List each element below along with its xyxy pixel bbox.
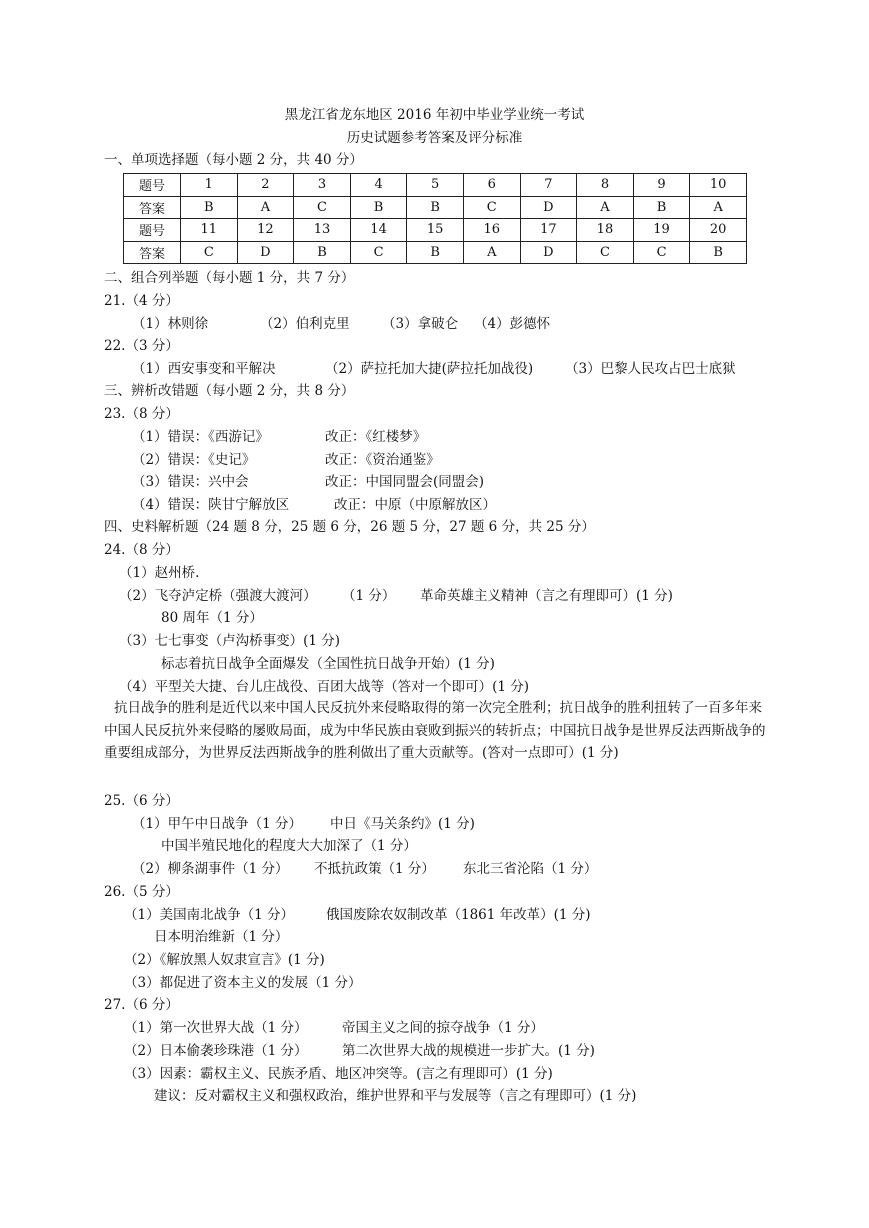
table-cell: 17 [520,219,577,242]
table-cell: 19 [633,219,690,242]
q23-error-4: （4）错误：陕甘宁解放区 [132,497,290,513]
q25-line-3a: （2）柳条湖事件（1 分） [132,861,289,877]
table-cell: 5 [407,174,464,197]
q24-line-2b: （1 分） [342,588,396,604]
q24-paragraph: 抗日战争的胜利是近代以来中国人民反抗外来侵略取得的第一次完全胜利；抗日战争的胜利扭转了一百多年来中国人民反抗外来侵略的屡败局面，成为中华民族由衰败到振兴的转折点；中国抗日战争是世界反法西斯战争的重要组成部分，为世界反法西斯战争的胜利做出了重大贡献等。(答对一点即可）(1 分) [104,700,766,762]
doc-title: 黑龙江省龙东地区 2016 年初中毕业学业统一考试 [284,107,585,123]
table-cell: 答案 [124,196,181,219]
table-cell: C [294,196,351,219]
table-cell: 14 [350,219,407,242]
table-cell: 7 [520,174,577,197]
table-cell: B [690,241,747,264]
q25-line-1a: （1）甲午中日战争（1 分） [132,816,302,832]
table-row [124,219,747,242]
table-row [124,196,747,219]
table-cell: 4 [350,174,407,197]
table-cell: 9 [633,174,690,197]
q21-answer-3: （3）拿破仑 [382,316,459,332]
q26-line-1b: 俄国废除农奴制改革（1861 年改革）(1 分) [326,907,591,923]
table-row [124,241,747,264]
table-cell: B [294,241,351,264]
table-cell: B [181,196,238,219]
q24-heading: 24.（8 分） [104,542,179,558]
table-cell: C [633,241,690,264]
table-cell: A [463,241,520,264]
q27-line-1b: 帝国主义之间的掠夺战争（1 分） [342,1020,544,1036]
table-row [124,174,747,197]
answer-table [123,173,747,264]
section-4-heading: 四、史料解析题（24 题 8 分，25 题 6 分，26 题 5 分，27 题 6 分，共 25 分） [104,519,595,535]
table-cell: 6 [463,174,520,197]
table-cell: 2 [237,174,294,197]
q27-line-4: 建议：反对霸权主义和强权政治，维护世界和平与发展等（言之有理即可）(1 分) [154,1088,637,1104]
q26-line-3: （2）《解放黑人奴隶宣言》(1 分) [124,952,325,968]
table-cell: B [633,196,690,219]
q26-line-1a: （1）美国南北战争（1 分） [124,907,294,923]
table-cell: D [237,241,294,264]
table-cell: 8 [577,174,634,197]
q25-line-2: 中国半殖民地化的程度大大加深了（1 分） [161,838,417,854]
q23-error-1: （1）错误：《西游记》 [132,429,269,445]
q27-line-1a: （1）第一次世界大战（1 分） [124,1020,308,1036]
table-cell: 3 [294,174,351,197]
q26-line-4: （3）都促进了资本主义的发展（1 分） [124,975,362,991]
table-cell: C [181,241,238,264]
table-cell: 答案 [124,241,181,264]
q24-line-3: 80 周年（1 分） [161,610,263,626]
table-cell: 1 [181,174,238,197]
q23-error-3: （3）错误：兴中会 [132,474,249,490]
q24-line-4: （3）七七事变（卢沟桥事变）(1 分) [119,633,341,649]
table-cell: 20 [690,219,747,242]
q22-answer-1: （1）西安事变和平解决 [132,361,276,377]
q22-heading: 22.（3 分） [104,338,179,354]
table-cell: B [350,196,407,219]
table-cell: 18 [577,219,634,242]
q27-line-2b: 第二次世界大战的规模进一步扩大。(1 分) [342,1043,595,1059]
q21-answer-4: （4）彭德怀 [474,316,551,332]
q26-line-2: 日本明治维新（1 分） [154,929,289,945]
q24-line-2a: （2）飞夺泸定桥（强渡大渡河） [119,588,317,604]
table-cell: A [577,196,634,219]
q24-line-6: （4）平型关大捷、台儿庄战役、百团大战等（答对一个即可）(1 分) [119,679,530,695]
section-3-heading: 三、辨析改错题（每小题 2 分，共 8 分） [104,383,355,399]
table-cell: D [520,196,577,219]
q21-answer-2: （2）伯利克里 [260,316,350,332]
q25-line-1b: 中日《马关条约》(1 分) [330,816,475,832]
q21-answer-1: （1）林则徐 [132,316,209,332]
section-2-heading: 二、组合列举题（每小题 1 分，共 7 分） [104,270,355,286]
table-cell: 12 [237,219,294,242]
table-cell: 题号 [124,174,181,197]
q24-line-1: （1）赵州桥. [119,565,200,581]
q22-answer-3: （3）巴黎人民攻占巴士底狱 [565,361,736,377]
q23-heading: 23.（8 分） [104,406,179,422]
doc-subtitle: 历史试题参考答案及评分标准 [346,130,523,146]
table-cell: C [350,241,407,264]
q27-line-2a: （2）日本偷袭珍珠港（1 分） [124,1043,308,1059]
table-cell: B [407,196,464,219]
q25-line-3b: 不抵抗政策（1 分） [314,861,435,877]
table-cell: 题号 [124,219,181,242]
table-cell: A [237,196,294,219]
q27-heading: 27.（6 分） [104,997,179,1013]
q23-fix-3: 改正：中国同盟会(同盟会) [325,474,485,490]
table-cell: 16 [463,219,520,242]
q24-line-5: 标志着抗日战争全面爆发（全国性抗日战争开始）(1 分) [161,656,495,672]
q24-line-2c: 革命英雄主义精神（言之有理即可）(1 分) [420,588,673,604]
q27-line-3: （3）因素：霸权主义、民族矛盾、地区冲突等。(言之有理即可）(1 分) [124,1066,553,1082]
section-1-heading: 一、单项选择题（每小题 2 分，共 40 分） [104,152,363,168]
q23-fix-2: 改正：《资治通鉴》 [325,452,440,468]
q26-heading: 26.（5 分） [104,884,179,900]
table-cell: B [407,241,464,264]
table-cell: 10 [690,174,747,197]
q21-heading: 21.（4 分） [104,293,179,309]
table-cell: C [463,196,520,219]
q23-error-2: （2）错误：《史记》 [132,452,256,468]
q25-line-3c: 东北三省沦陷（1 分） [463,861,598,877]
q23-fix-4: 改正：中原（中原解放区） [334,497,496,513]
table-cell: D [520,241,577,264]
q25-heading: 25.（6 分） [104,793,179,809]
table-cell: 11 [181,219,238,242]
q22-answer-2: （2）萨拉托加大捷(萨拉托加战役) [325,361,534,377]
table-cell: 13 [294,219,351,242]
q23-fix-1: 改正：《红楼梦》 [325,429,427,445]
table-cell: A [690,196,747,219]
table-cell: C [577,241,634,264]
table-cell: 15 [407,219,464,242]
